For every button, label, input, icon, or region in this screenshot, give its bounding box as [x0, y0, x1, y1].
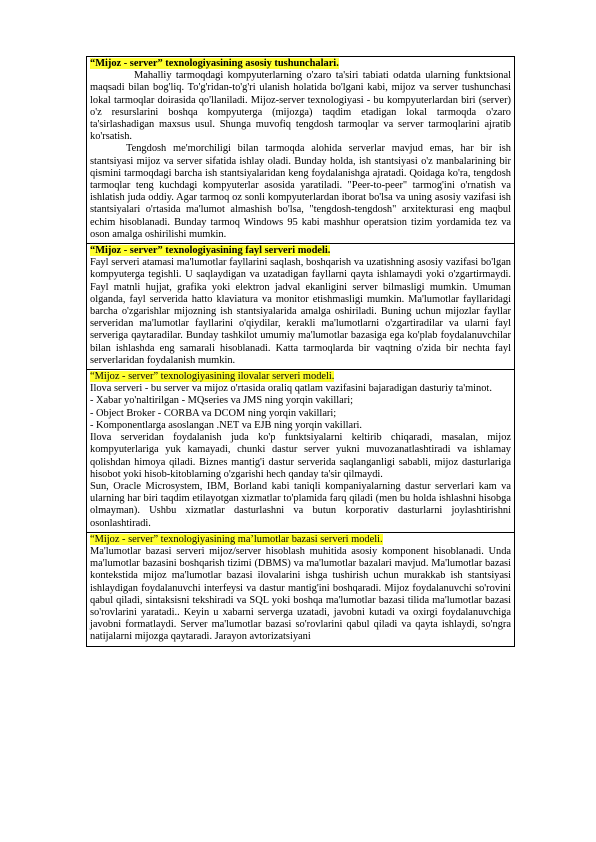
section-heading: “Mijoz - server” texnologiyasining ma’lumotlar bazasi serveri modeli. — [90, 533, 383, 545]
section-cell — [87, 370, 515, 533]
section-cell — [87, 244, 515, 370]
section-cell — [87, 532, 515, 646]
paragraph: Fayl serveri atamasi ma'lumotlar fayllarini saqlash, boshqarish va uzatishning asosiy vazifasi bo'lgan kompyuterga tegishli. U saqlaydigan va uzatadigan fayllarni qayta ishlamaydi yoki o'zgartirmaydi. Fayl matnli hujjat, grafika yoki elektron jadval ekanligini server bilmasligi mumkin. Umuman olganda, fayl serverida hatto klaviatura va monitor etishmasligi mumkin. Ma'lumotlar fayllaridagi barcha o'zgarishlar mijozning ish stantsiyalarida amalga oshiriladi. Buning uchun mijozlar fayllar serveridan ma'lumotlar fayllarini o'qiydilar, kerakli ma'lumotlarni o'zgartiradilar va ularni fayl serveriga qaytaradilar. Bunday tashkilot umumiy ma'lumotlar bazasiga ega ko'plab foydalanuvchilar bilan ishlashda eng samarali hisoblanadi. Katta tarmoqlarda bir vaqtning o'zida bir nechta fayl serverlaridan foydalanish mumkin. — [90, 257, 511, 366]
paragraph: Ma'lumotlar bazasi serveri mijoz/server hisoblash muhitida asosiy komponent hisoblanadi. Unda ma'lumotlar bazasini boshqarish tizimi (DBMS) va ma'lumotlar bazalari mavjud. Ma'lumotlar bazasi kontekstida mijoz ma'lumotlar bazasi ilovalarini ishga tushirish uchun murakkab ish stantsiyasi ishlaydigan foydalanuvchi interfeysi va dastur mantig'ini boshqaradi. Mijoz foydalanuvchi so'rovini qabul qiladi, sintaksisni tekshiradi va SQL yoki boshqa ma'lumotlar bazasi tilida ma'lumotlar bazasi so'rovlarini yaratadi.. Keyin u xabarni serverga uzatadi, javobni kutadi va oxirgi foydalanuvchiga javobni formatlaydi. Server ma'lumotlar bazasi so'rovlarini qabul qiladi va qayta ishlaydi, so'ngra natijalarni mijozga qaytaradi. Jarayon avtorizatsiyani — [90, 545, 511, 643]
section-database-server — [87, 532, 515, 646]
paragraph: Sun, Oracle Microsystem, IBM, Borland kabi taniqli kompaniyalarning dastur serverlari kam va ularning har biri taqdim etilayotgan xizmatlar to'plamida farq qiladi (men bu holda ishlashni hisobga olmayman). Ushbu xizmatlar dasturlashni va butun korporativ dasturlarni joylashtirishni osonlashtiradi. — [90, 480, 511, 529]
section-heading: “Mijoz - server” texnologiyasining ilovalar serveri modeli. — [90, 371, 335, 383]
document-page — [86, 56, 515, 647]
section-file-server — [87, 244, 515, 370]
list-item: - Object Broker - CORBA va DCOM ning yorqin vakillari; — [90, 407, 337, 419]
section-cell — [87, 57, 515, 244]
content-table — [86, 56, 515, 647]
section-application-server — [87, 370, 515, 533]
paragraph: Mahalliy tarmoqdagi kompyuterlarning o'zaro ta'siri tabiati odatda ularning funktsional maqsadi bilan bog'liq. To'g'ridan-to'g'ri ulanish holatida bo'lgani kabi, mijoz va server tushunchasi lokal tarmoqlar doirasida qo'llaniladi. Mijoz-server texnologiyasi - bu kompyuterlardan biri (server) o'z resurslarini boshqa kompyuterga (mijozga) taqdim etadigan lokal tarmoqda o'zaro ta'sirlashadigan maxsus usul. Shunga muvofiq tengdosh tarmoqlar va server tarmoqlarini ajratib ko'rsatish. — [90, 70, 511, 143]
list-item: - Xabar yo'naltirilgan - MQseries va JMS ning yorqin vakillari; — [90, 395, 354, 407]
section-heading: “Mijoz - server” texnologiyasining asosiy tushunchalari. — [90, 58, 339, 69]
section-heading: “Mijoz - server” texnologiyasining fayl serveri modeli. — [90, 245, 331, 257]
list-item: - Komponentlarga asoslangan .NET va EJB ning yorqin vakillari. — [90, 419, 363, 431]
section-basic-concepts — [87, 57, 515, 244]
paragraph: Tengdosh me'morchiligi bilan tarmoqda alohida serverlar mavjud emas, har bir ish stantsiyasi mijoz va server sifatida ishlay oladi. Bunday holda, ish stantsiyasi o'z manbalarining bir qismini tarmoqdagi barcha ish stantsiyalaridan keng foydalanishga ajratadi. Qoidaga ko'ra, tengdosh tarmoqlar teng kuchdagi kompyuterlar asosida yaratiladi. "Peer-to-peer" tarmog'ini o'rnatish va ishlatish juda oddiy. Agar tarmoq oz sonli kompyuterlardan iborat bo'lsa va uning asosiy vazifasi ish stantsiyalari o'rtasida ma'lumot almashish bo'lsa, "tengdosh-tengdosh" arxitekturasi eng maqbul echim hisoblanadi. Bunday tarmoq Windows 95 kabi mashhur operatsion tizim yordamida tez va oson amalga oshirilishi mumkin. — [90, 143, 511, 240]
paragraph: Ilova serveri - bu server va mijoz o'rtasida oraliq qatlam vazifasini bajaradigan dasturiy ta'minot. — [90, 383, 492, 395]
paragraph: Ilova serveridan foydalanish juda ko'p funktsiyalarni keltirib chiqaradi, masalan, mijoz kompyuterlariga yuk kamayadi, chunki dastur server yukni muvozanatlashtiradi va ishlamay qolishdan himoya qiladi. Biznes mantig'i dastur serverida saqlanganligi sababli, mijoz dasturlariga hisobot yoki hisob-kitoblarning o'zgarishi hech qanday ta'sir qilmaydi. — [90, 432, 511, 480]
